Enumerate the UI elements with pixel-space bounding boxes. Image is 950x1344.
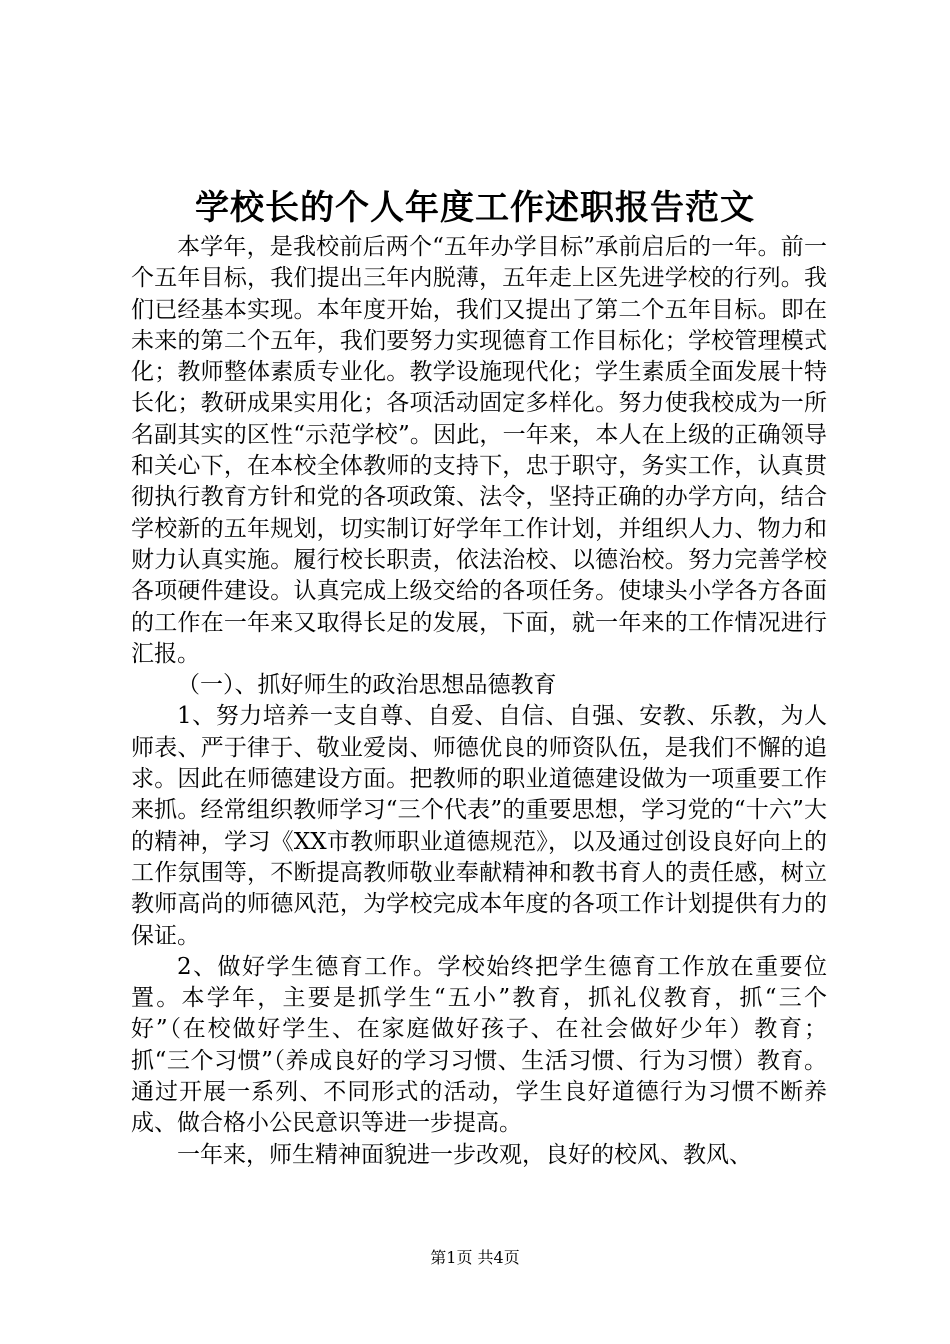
paragraph-teacher-ethics: 1、努力培养一支自尊、自爱、自信、自强、安教、乐教，为人师表、严于律于、敬业爱岗、师德优良的师资队伍，是我们不懈的追求。因此在师德建设方面。把教师的职业道德建设做为一项重要工作来抓。经常组织教师学习“三个代表”的重要思想，学习党的“十六”大的精神，学习《XX市教师职业道德规范》，以及通过创设良好向上的工作氛围等，不断提高教师敬业奉献精神和教书育人的责任感，树立教师高尚的师德风范，为学校完成本年度的各项工作计划提供有力的保证。 xyxy=(131,703,827,949)
paragraph-summary-start: 一年来，师生精神面貌进一步改观，良好的校风、教风、 xyxy=(177,1141,752,1168)
section-heading: （一）、抓好师生的政治思想品德教育 xyxy=(177,672,557,699)
page-footer: 第1页 共4页 xyxy=(430,1248,520,1267)
document-body xyxy=(131,232,827,1171)
document-title: 学校长的个人年度工作述职报告范文 xyxy=(195,188,755,228)
intro-paragraph: 本学年，是我校前后两个“五年办学目标”承前启后的一年。前一个五年目标，我们提出三年内脱薄，五年走上区先进学校的行列。我们已经基本实现。本年度开始，我们又提出了第二个五年目标。即在未来的第二个五年，我们要努力实现德育工作目标化；学校管理模式化；教师整体素质专业化。教学设施现代化；学生素质全面发展十特长化；教研成果实用化；各项活动固定多样化。努力使我校成为一所名副其实的区性“示范学校”。因此，一年来，本人在上级的正确领导和关心下，在本校全体教师的支持下，忠于职守，务实工作，认真贯彻执行教育方针和党的各项政策、法令，坚持正确的办学方向，结合学校新的五年规划，切实制订好学年工作计划，并组织人力、物力和财力认真实施。履行校长职责，依法治校、以德治校。努力完善学校各项硬件建设。认真完成上级交给的各项任务。使埭头小学各方各面的工作在一年来又取得长足的发展，下面，就一年来的工作情况进行汇报。 xyxy=(131,234,827,667)
paragraph-student-moral-education: 2、做好学生德育工作。学校始终把学生德育工作放在重要位置。本学年，主要是抓学生“五小”教育，抓礼仪教育，抓“三个好”（在校做好学生、在家庭做好孩子、在社会做好少年）教育；抓“三个习惯”（养成良好的学习习惯、生活习惯、行为习惯）教育。通过开展一系列、不同形式的活动，学生良好道德行为习惯不断养成、做合格小公民意识等进一步提高。 xyxy=(131,953,827,1137)
